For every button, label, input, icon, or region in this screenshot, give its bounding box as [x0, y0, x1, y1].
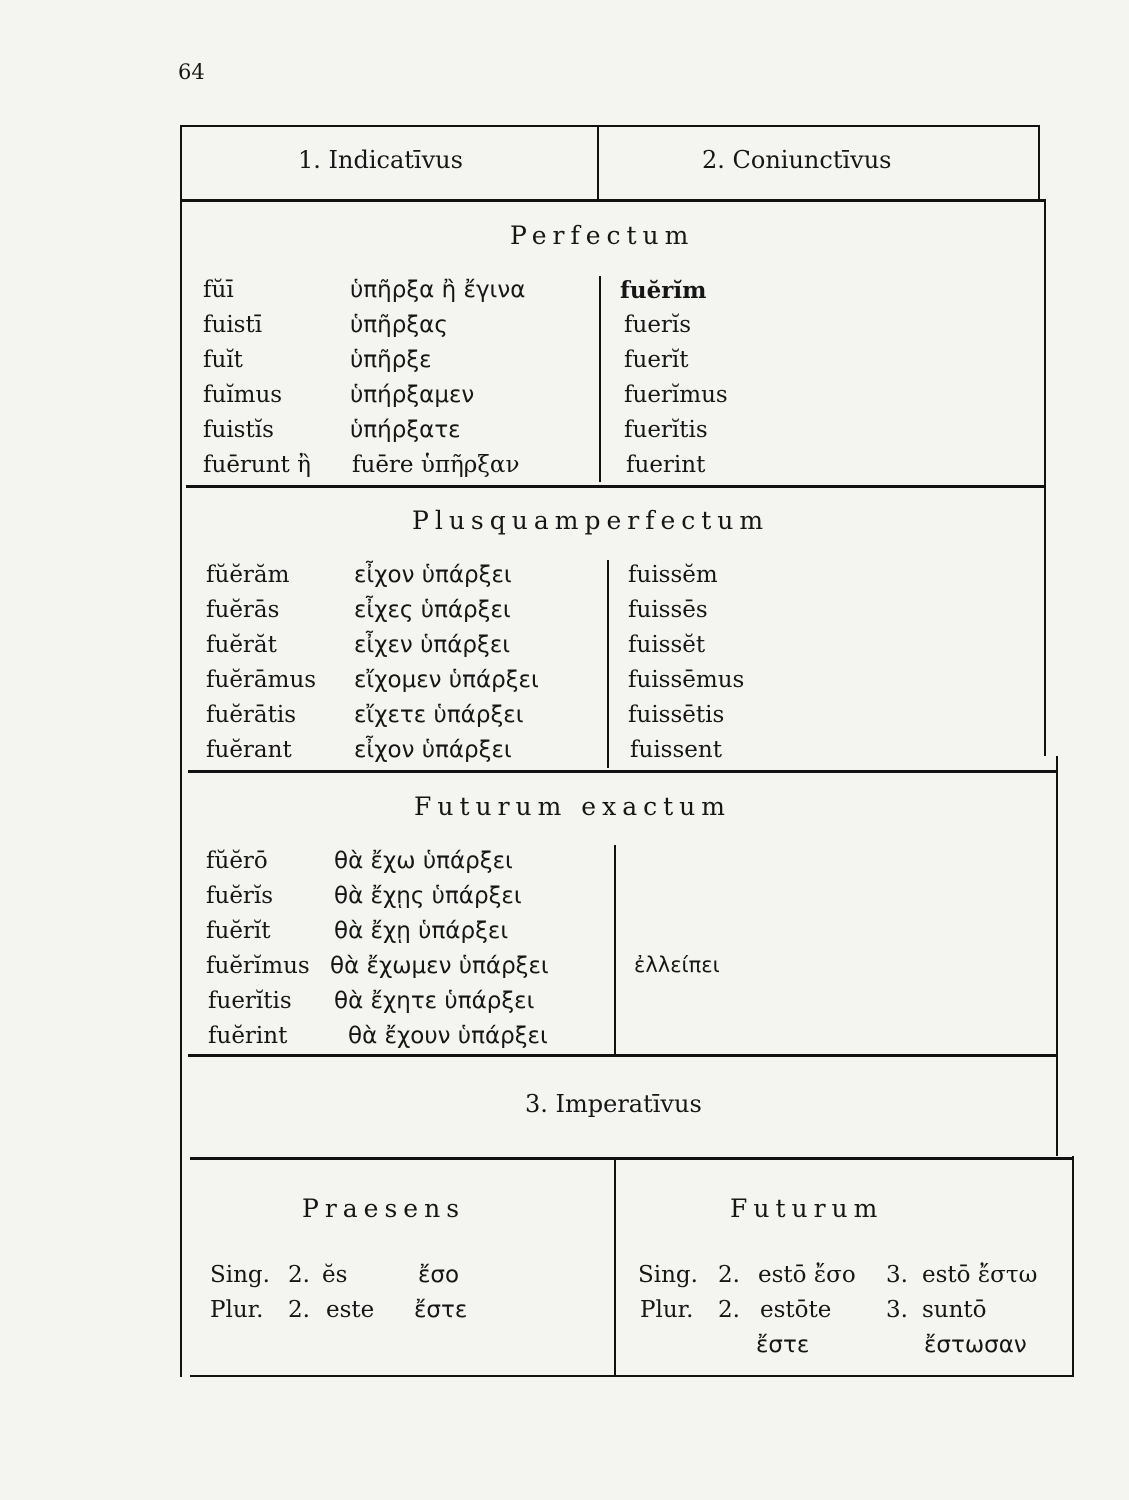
plusquamperfectum-title: Plusquamperfectum — [412, 506, 770, 535]
plusquamperfectum-latin: fuĕrăt — [206, 632, 277, 658]
perfectum-greek: fuēre ὑπῆρξαν — [352, 452, 520, 478]
futurum-sing-latin3: estō ἔστω — [922, 1262, 1038, 1288]
table-right-border-mid — [1044, 201, 1046, 756]
futurum-plur-latin3: suntō — [922, 1297, 987, 1323]
perfectum-subj: fuerĭtis — [624, 417, 708, 443]
futurum-exactum-greek: θὰ ἔχῃ ὑπάρξει — [334, 918, 509, 944]
praesens-plur-latin: este — [326, 1297, 375, 1323]
plusquamperfectum-latin: fŭĕrăm — [206, 562, 290, 588]
table-left-border — [180, 125, 182, 1377]
header-divider — [597, 127, 599, 201]
plusquamperfectum-subj: fuissĕm — [628, 562, 718, 588]
futurum-sing-latin: estō ἔσο — [758, 1262, 856, 1288]
imperativus-divider — [614, 1160, 616, 1375]
futurum-exactum-latin: fuĕrĭs — [206, 883, 274, 909]
header-subjunctive: 2. Coniunctīvus — [702, 146, 892, 174]
perfectum-greek: ὑπῆρξα ἢ ἔγινα — [350, 277, 526, 303]
plusquamperfectum-divider — [607, 560, 609, 768]
futurum-exactum-greek: θὰ ἔχητε ὑπάρξει — [334, 988, 535, 1014]
plusquamperfectum-latin: fuĕrāmus — [206, 667, 317, 693]
futurum-title: Futurum — [730, 1194, 884, 1223]
futurum-exactum-divider — [614, 845, 616, 1055]
futurum-exactum-latin: fuĕrĭt — [206, 918, 271, 944]
header-indicative: 1. Indicatīvus — [298, 146, 463, 174]
perfectum-latin: fuistī — [203, 312, 263, 338]
perfectum-latin: fuĭt — [203, 347, 243, 373]
plusquamperfectum-subj: fuissēmus — [628, 667, 745, 693]
praesens-sing-latin: ĕs — [322, 1262, 348, 1288]
perfectum-greek: ὑπήρξαμεν — [350, 382, 475, 408]
perfectum-subj: fuerĭmus — [624, 382, 728, 408]
page-number: 64 — [178, 60, 205, 84]
futurum-exactum-latin: fuerĭtis — [208, 988, 292, 1014]
praesens-plur-label: Plur. — [210, 1297, 264, 1323]
futurum-exactum-subj-note: ἐλλείπει — [634, 953, 720, 977]
futurum-exactum-title: Futurum exactum — [414, 792, 731, 821]
perfectum-subj: fuĕrĭm — [620, 277, 707, 304]
futurum-sing-label: Sing. — [638, 1262, 698, 1288]
plusquamperfectum-latin: fuĕrātis — [206, 702, 297, 728]
futurum-exactum-separator — [188, 1054, 1058, 1057]
praesens-sing-label: Sing. — [210, 1262, 270, 1288]
futurum-exactum-greek: θὰ ἔχωμεν ὑπάρξει — [330, 953, 549, 979]
imperativus-separator — [190, 1157, 1074, 1160]
plusquamperfectum-greek: εἶχον ὑπάρξει — [354, 562, 512, 588]
perfectum-latin: fuistĭs — [203, 417, 274, 443]
futurum-plur-latin: estōte — [760, 1297, 832, 1323]
futurum-exactum-greek: θὰ ἔχουν ὑπάρξει — [348, 1023, 548, 1049]
plusquamperfectum-latin: fuĕrās — [206, 597, 280, 623]
futurum-sing-num: 2. — [718, 1262, 740, 1288]
perfectum-title: Perfectum — [510, 221, 695, 250]
perfectum-latin: fŭī — [203, 277, 234, 303]
praesens-sing-greek: ἔσο — [418, 1262, 460, 1288]
perfectum-subj: fuerĭs — [624, 312, 692, 338]
perfectum-greek: ὑπῆρξας — [350, 312, 448, 338]
futurum-plur-num: 2. — [718, 1297, 740, 1323]
futurum-exactum-latin: fŭĕrō — [206, 848, 268, 874]
table-right-border-low — [1056, 756, 1058, 1156]
plusquamperfectum-latin: fuĕrant — [206, 737, 292, 763]
table-top-border — [180, 125, 1040, 127]
perfectum-greek: ὑπῆρξε — [350, 347, 432, 373]
imperativus-title: 3. Imperatīvus — [525, 1090, 702, 1118]
perfectum-latin: fuĭmus — [203, 382, 283, 408]
futurum-plur-num3: 3. — [886, 1297, 908, 1323]
table-bottom-border — [190, 1375, 1074, 1377]
plusquamperfectum-greek: εἶχον ὑπάρξει — [354, 737, 512, 763]
plusquamperfectum-subj: fuissent — [630, 737, 722, 763]
futurum-exactum-latin: fuĕrĭmus — [206, 953, 310, 979]
plusquamperfectum-subj: fuissēs — [628, 597, 708, 623]
futurum-exactum-greek: θὰ ἔχω ὑπάρξει — [334, 848, 513, 874]
header-separator — [182, 199, 1046, 202]
futurum-plur-greek3: ἔστωσαν — [924, 1332, 1027, 1358]
plusquamperfectum-greek: εἴχετε ὑπάρξει — [354, 702, 524, 728]
perfectum-subj: fuerĭt — [624, 347, 689, 373]
plusquamperfectum-greek: εἶχες ὑπάρξει — [354, 597, 511, 623]
plusquamperfectum-subj: fuissĕt — [628, 632, 706, 658]
futurum-exactum-greek: θὰ ἔχῃς ὑπάρξει — [334, 883, 522, 909]
futurum-exactum-latin: fuĕrint — [208, 1023, 288, 1049]
perfectum-divider — [599, 276, 601, 482]
plusquamperfectum-greek: εἴχομεν ὑπάρξει — [354, 667, 539, 693]
futurum-plur-greek2: ἔστε — [756, 1332, 810, 1358]
table-right-border-top — [1038, 125, 1040, 201]
perfectum-latin: fuērunt ἢ — [203, 452, 311, 478]
praesens-plur-num: 2. — [288, 1297, 310, 1323]
plusquamperfectum-separator — [188, 770, 1058, 773]
praesens-title: Praesens — [302, 1194, 466, 1223]
plusquamperfectum-greek: εἶχεν ὑπάρξει — [354, 632, 511, 658]
perfectum-greek: ὑπήρξατε — [350, 417, 461, 443]
plusquamperfectum-subj: fuissētis — [628, 702, 725, 728]
perfectum-separator — [186, 485, 1046, 488]
table-right-border-bottom — [1072, 1156, 1074, 1377]
futurum-sing-num3: 3. — [886, 1262, 908, 1288]
praesens-sing-num: 2. — [288, 1262, 310, 1288]
praesens-plur-greek: ἔστε — [414, 1297, 468, 1323]
futurum-plur-label: Plur. — [640, 1297, 694, 1323]
perfectum-subj: fuerint — [626, 452, 706, 478]
